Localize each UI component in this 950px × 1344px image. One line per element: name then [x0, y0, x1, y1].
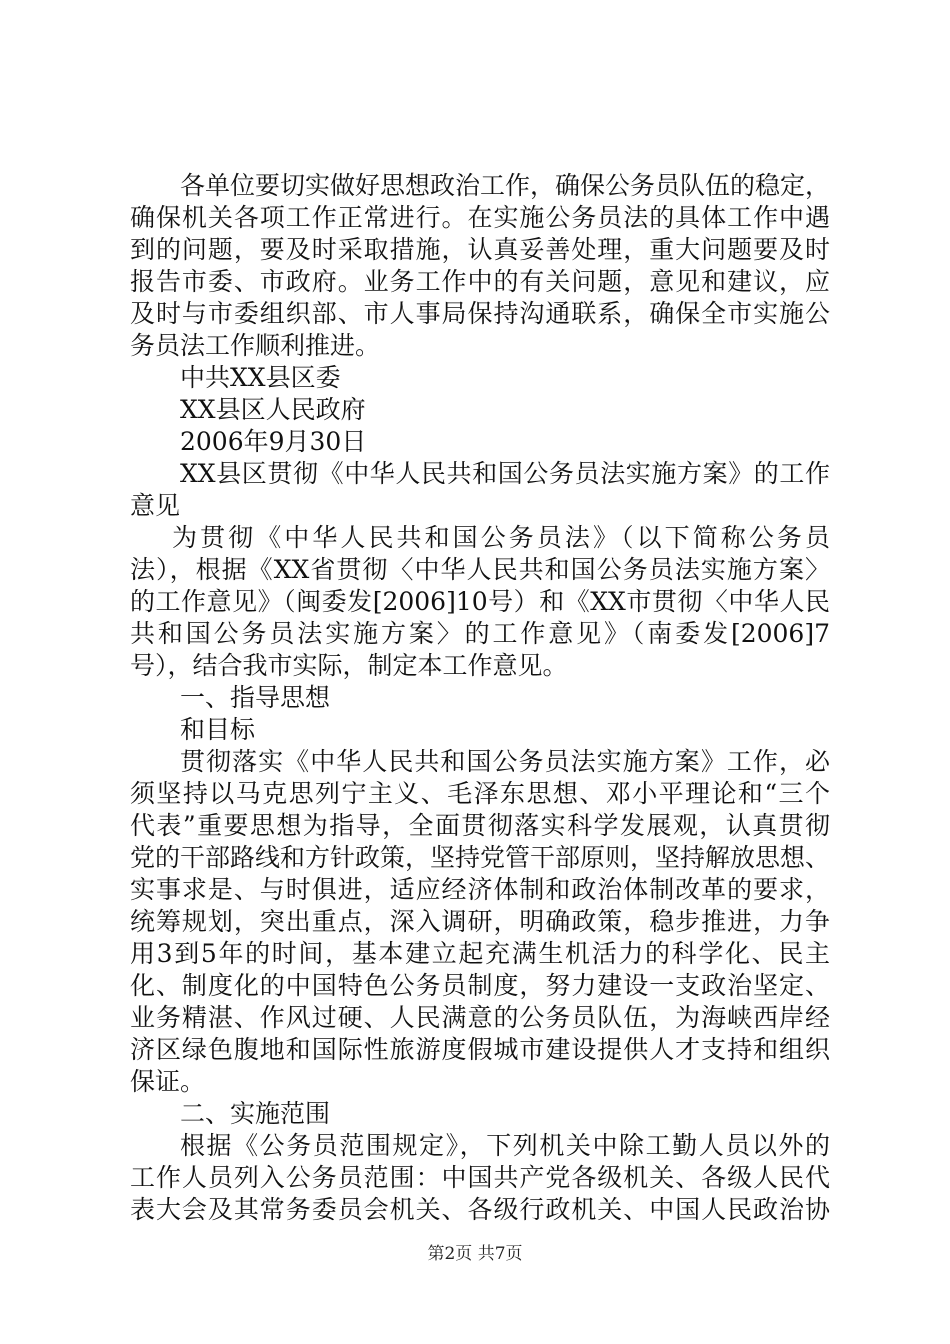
page-number-footer: 第2页 共7页 [427, 1244, 523, 1264]
document-title-line1: XX县区贯彻《中华人民共和国公务员法实施方案》的工作 [180, 459, 830, 488]
signature-org-government: XX县区人民政府 [180, 395, 366, 424]
section1-line: 保证。 [130, 1067, 206, 1096]
section1-line: 须坚持以马克思列宁主义、毛泽东思想、邓小平理论和“三个 [130, 779, 830, 808]
intro-line: 法），根据《XX省贯彻〈中华人民共和国公务员法实施方案〉 [130, 555, 830, 584]
body-line: 确保机关各项工作正常进行。在实施公务员法的具体工作中遇 [130, 203, 830, 232]
document-title-line2: 意见 [130, 491, 181, 520]
section1-line: 统筹规划，突出重点，深入调研，明确政策，稳步推进，力争 [130, 907, 830, 936]
signature-date: 2006年9月30日 [180, 427, 367, 456]
intro-line: 号），结合我市实际，制定本工作意见。 [130, 651, 568, 680]
intro-line: 为贯彻《中华人民共和国公务员法》（以下简称公务员 [172, 523, 830, 552]
section1-line: 实事求是、与时俱进，适应经济体制和政治体制改革的要求， [130, 875, 830, 904]
section2-line: 工作人员列入公务员范围：中国共产党各级机关、各级人民代 [130, 1163, 830, 1192]
intro-line: 的工作意见》（闽委发[2006]10号）和《XX市贯彻〈中华人民 [130, 587, 830, 616]
section1-line: 贯彻落实《中华人民共和国公务员法实施方案》工作，必 [180, 747, 830, 776]
body-line: 报告市委、市政府。业务工作中的有关问题，意见和建议，应 [130, 267, 830, 296]
section1-line: 济区绿色腹地和国际性旅游度假城市建设提供人才支持和组织 [130, 1035, 830, 1064]
section1-heading: 一、指导思想 [180, 683, 331, 712]
body-line: 及时与市委组织部、市人事局保持沟通联系，确保全市实施公 [130, 299, 830, 328]
section1-line: 化、制度化的中国特色公务员制度，努力建设一支政治坚定、 [130, 971, 830, 1000]
document-page [130, 170, 830, 1226]
body-line: 到的问题，要及时采取措施，认真妥善处理，重大问题要及时 [130, 235, 830, 264]
section1-heading-cont: 和目标 [180, 715, 256, 744]
section1-line: 代表”重要思想为指导，全面贯彻落实科学发展观，认真贯彻 [130, 811, 830, 840]
body-line: 各单位要切实做好思想政治工作，确保公务员队伍的稳定， [180, 171, 830, 200]
section2-line: 根据《公务员范围规定》，下列机关中除工勤人员以外的 [180, 1131, 830, 1160]
section1-line: 业务精湛、作风过硬、人民满意的公务员队伍，为海峡西岸经 [130, 1003, 830, 1032]
section1-line: 党的干部路线和方针政策，坚持党管干部原则，坚持解放思想、 [130, 843, 830, 872]
body-line: 务员法工作顺利推进。 [130, 331, 381, 360]
section2-heading: 二、实施范围 [180, 1099, 331, 1128]
signature-org-party: 中共XX县区委 [180, 363, 341, 392]
intro-line: 共和国公务员法实施方案〉的工作意见》（南委发[2006]7 [130, 619, 830, 648]
section2-line: 表大会及其常务委员会机关、各级行政机关、中国人民政治协 [130, 1195, 830, 1224]
section1-line: 用3到5年的时间，基本建立起充满生机活力的科学化、民主 [130, 939, 830, 968]
